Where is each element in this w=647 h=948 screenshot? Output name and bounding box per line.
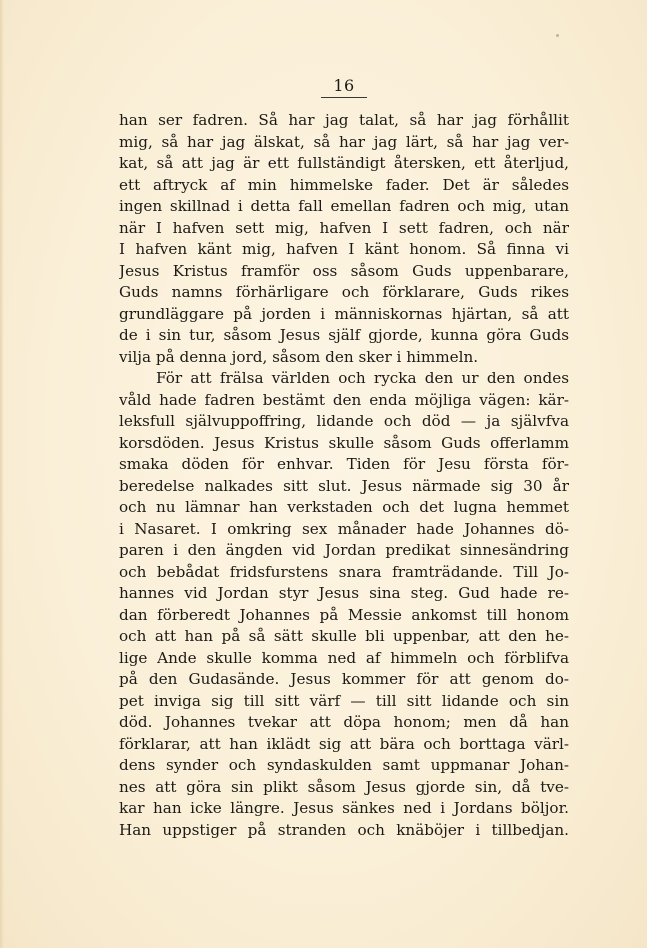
text-line: våld hade fadren bestämt den enda möjliga vägen: kär- (119, 390, 569, 409)
text-line: Guds namns förhärligare och förklarare, Guds rikes (119, 283, 569, 301)
text-line: pet inviga sig till sitt värf — till sitt lidande och sin (119, 691, 569, 710)
text-line: paren i den ängden vid Jordan predikat sinnesändring (119, 541, 569, 559)
text-line: de i sin tur, såsom Jesus själf gjorde, kunna göra Guds (119, 326, 569, 344)
text-line: och nu lämnar han verkstaden och det lugna hemmet (119, 498, 569, 516)
text-line: förklarar, att han iklädt sig att bära och borttaga värl- (119, 734, 569, 753)
page-edge-shadow (0, 0, 4, 948)
page-number-rule (321, 97, 367, 98)
text-line: leksfull självuppoffring, lidande och död — ja självfva (119, 412, 569, 430)
text-line: kat, så att jag är ett fullständigt återsken, ett återljud, (119, 154, 569, 172)
text-line: dens synder och syndaskulden samt uppmanar Johan- (119, 756, 569, 774)
text-line: korsdöden. Jesus Kristus skulle såsom Guds offerlamm (119, 433, 569, 452)
paragraph-start-line: För att frälsa världen och rycka den ur den ondes (156, 369, 569, 387)
text-line: mig, så har jag älskat, så har jag lärt, så har jag ver- (119, 132, 569, 151)
body-text (119, 110, 569, 841)
text-line: i Nasaret. I omkring sex månader hade Johannes dö- (119, 519, 569, 538)
text-line: beredelse nalkades sitt slut. Jesus närmade sig 30 år (119, 476, 569, 495)
text-line: nes att göra sin plikt såsom Jesus gjorde sin, då tve- (119, 777, 569, 796)
paragraph-end-line: vilja på denna jord, såsom den sker i himmeln. (119, 347, 479, 366)
text-line: död. Johannes tvekar att döpa honom; men då han (119, 713, 569, 731)
text-line: lige Ande skulle komma ned af himmeln och förblifva (119, 648, 569, 667)
text-line: Han uppstiger på stranden och knäböjer i tillbedjan. (119, 820, 569, 839)
text-line: ingen skillnad i detta fall emellan fadren och mig, utan (119, 197, 569, 215)
text-line: dan förberedt Johannes på Messie ankomst till honom (119, 605, 569, 624)
text-line: och bebådat fridsfurstens snara framträdande. Till Jo- (119, 562, 569, 581)
text-line: smaka döden för enhvar. Tiden för Jesu första för- (119, 455, 569, 473)
text-line: hannes vid Jordan styr Jesus sina steg. Gud hade re- (119, 584, 569, 602)
text-line: på den Gudasände. Jesus kommer för att genom do- (119, 670, 569, 688)
text-line: grundläggare på jorden i människornas hjärtan, så att (119, 304, 569, 323)
text-line: ett aftryck af min himmelske fader. Det är således (119, 175, 569, 194)
text-line: han ser fadren. Så har jag talat, så har jag förhållit (119, 111, 569, 129)
text-line: kar han icke längre. Jesus sänkes ned i Jordans böljor. (119, 799, 569, 817)
text-line: när I hafven sett mig, hafven I sett fadren, och när (119, 218, 569, 237)
page-number: 16 (333, 76, 355, 95)
text-line: och att han på så sätt skulle bli uppenbar, att den he- (119, 627, 569, 645)
text-line: Jesus Kristus framför oss såsom Guds uppenbarare, (119, 261, 569, 280)
paper-speck (556, 34, 559, 37)
text-line: I hafven känt mig, hafven I känt honom. Så finna vi (119, 240, 569, 258)
